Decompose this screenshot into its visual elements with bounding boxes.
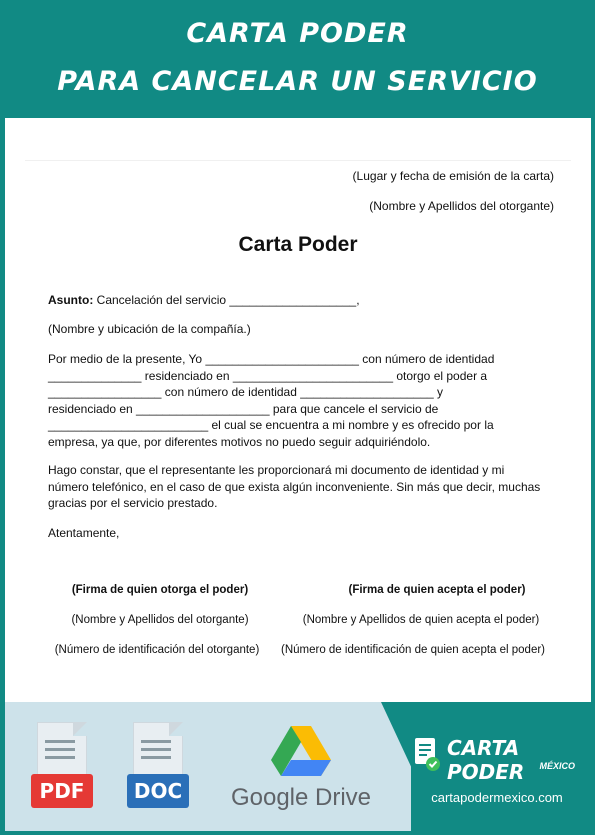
id-acceptor: (Número de identificación de quien acepta el poder) [280,644,546,656]
doc-label: DOC [127,774,189,808]
name-grantor: (Nombre y Apellidos del otorgante) [71,614,249,626]
paragraph-line: ______________ residenciado en ________________________ otorgo el poder a [48,368,488,383]
brand-name: CARTA PODER [447,736,525,784]
doc-file-icon[interactable] [127,722,189,808]
signature-acceptor: (Firma de quien acepta el poder) [348,584,526,596]
paragraph-line: ________________________ el cual se encuentra a mi nombre y es ofrecido por la [48,418,494,432]
paragraph-line: número telefónico, en el caso de que exista algún inconveniente. Sin más que decir, muchas [48,479,541,494]
header-title-line2: PARA CANCELAR UN SERVICIO [57,66,538,97]
pdf-label: PDF [31,774,93,808]
file-line [141,748,171,751]
subject-line [48,292,558,309]
file-line [45,748,75,751]
file-line [141,756,171,759]
paragraph-line: residenciado en ____________________ para que cancele el servicio de [48,401,439,416]
signature-grantor: (Firma de quien otorga el poder) [71,584,249,596]
file-fold [169,722,183,736]
page-header [0,0,595,118]
document-check-icon [415,738,441,772]
subject-text: Cancelación del servicio ___________________, [93,293,360,307]
paragraph-line: gracias por el servicio prestado. [48,496,218,510]
name-acceptor: (Nombre y Apellidos de quien acepta el poder) [302,614,540,626]
brand-url[interactable]: cartapodermexico.com [431,790,563,805]
paragraph-line: Por medio de la presente, Yo _______________________ con número de identidad [48,352,495,366]
google-drive-link[interactable] [223,722,379,822]
subject-label: Asunto: [48,293,94,307]
file-fold [73,722,87,736]
brand-country: MÉXICO [539,761,575,771]
download-footer [5,702,591,831]
google-drive-label: Google Drive [230,784,372,811]
brand-block[interactable] [411,736,583,816]
letter-document [5,118,591,702]
id-grantor: (Número de identificación del otorgante) [54,644,260,656]
header-title-line1: CARTA PODER [186,18,409,49]
paragraph-line: empresa, ya que, por diferentes motivos no puedo seguir adquiriéndolo. [48,434,431,449]
closing: Atentamente, [48,526,120,540]
company-line: (Nombre y ubicación de la compañía.) [48,322,251,336]
file-line [141,740,171,743]
document-title: Carta Poder [238,233,358,256]
paragraph-line: _________________ con número de identidad ____________________ y [48,385,444,399]
file-line [45,740,75,743]
pdf-file-icon[interactable] [31,722,93,808]
file-line [45,756,75,759]
google-drive-icon [271,726,331,776]
header-rule [25,160,571,161]
paragraph-line: Hago constar, que el representante les proporcionará mi documento de identidad y mi [48,463,505,477]
grantor-name-top: (Nombre y Apellidos del otorgante) [369,199,554,213]
place-date: (Lugar y fecha de emisión de la carta) [352,169,554,183]
